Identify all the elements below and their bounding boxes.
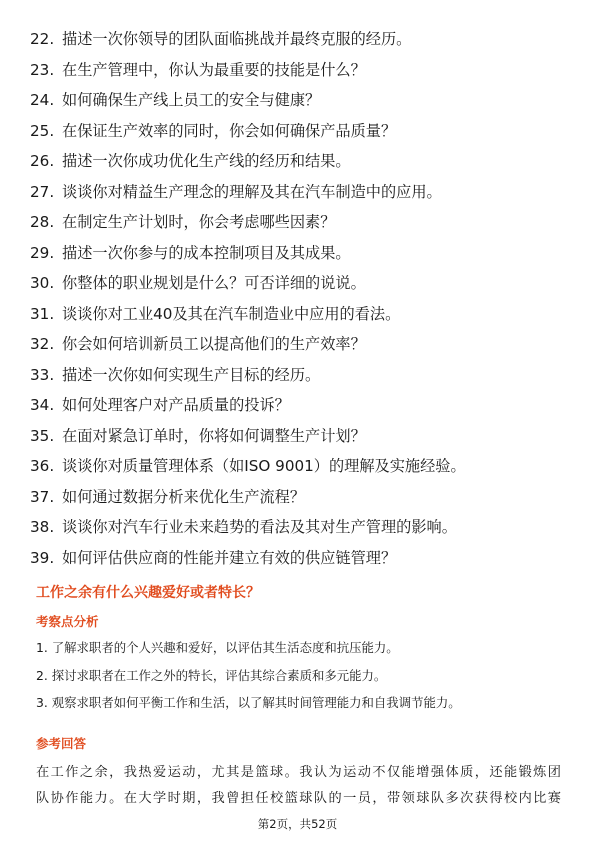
question-item xyxy=(30,57,570,88)
question-item xyxy=(30,240,570,271)
question-text: 如何确保生产线上员工的安全与健康？ xyxy=(62,91,321,109)
question-text: 在生产管理中，你认为最重要的技能是什么？ xyxy=(62,60,366,79)
question-item xyxy=(30,148,570,179)
question-text: 描述一次你如何实现生产目标的经历。 xyxy=(62,365,321,384)
analysis-point: 2. 探讨求职者在工作之外的特长，评估其综合素质和多元能力。 xyxy=(36,667,387,683)
question-text: 如何处理客户对产品质量的投诉？ xyxy=(62,396,290,414)
question-item xyxy=(30,362,570,393)
question-item xyxy=(30,392,570,423)
question-number: 37. xyxy=(30,487,55,506)
analysis-points xyxy=(36,638,566,721)
question-text: 如何评估供应商的性能并建立有效的供应链管理？ xyxy=(62,548,397,567)
question-number: 26. xyxy=(30,152,55,170)
question-text: 如何通过数据分析来优化生产流程？ xyxy=(62,487,305,506)
answer-line: 在工作之余，我热爱运动，尤其是篮球。我认为运动不仅能增强体质，还能锻炼团 xyxy=(36,765,561,780)
question-number: 22. xyxy=(30,30,55,48)
question-item xyxy=(30,179,570,210)
question-item xyxy=(30,118,570,149)
question-item xyxy=(30,87,570,118)
question-item xyxy=(30,545,570,576)
question-number: 36. xyxy=(30,457,55,475)
question-number: 27. xyxy=(30,182,55,201)
question-item xyxy=(30,423,570,454)
question-number: 38. xyxy=(30,518,55,536)
question-text: 谈谈你对质量管理体系（如ISO 9001）的理解及实施经验。 xyxy=(62,457,466,475)
question-text: 在制定生产计划时，你会考虑哪些因素？ xyxy=(62,213,336,231)
question-list xyxy=(30,26,570,575)
question-item xyxy=(30,301,570,332)
question-item xyxy=(30,514,570,545)
question-number: 25. xyxy=(30,121,55,140)
question-number: 32. xyxy=(30,335,55,353)
analysis-point: 3. 观察求职者如何平衡工作和生活，以了解其时间管理能力和自我调节能力。 xyxy=(36,695,461,710)
answer-paragraph xyxy=(36,760,561,812)
question-item xyxy=(30,26,570,57)
question-text: 谈谈你对工业40及其在汽车制造业中应用的看法。 xyxy=(62,304,401,323)
question-number: 39. xyxy=(30,548,55,567)
question-number: 30. xyxy=(30,274,55,292)
analysis-heading: 考察点分析 xyxy=(36,614,99,629)
question-item xyxy=(30,453,570,484)
question-text: 描述一次你成功优化生产线的经历和结果。 xyxy=(62,152,351,170)
question-number: 29. xyxy=(30,243,55,262)
question-text: 在保证生产效率的同时，你会如何确保产品质量？ xyxy=(62,121,397,140)
question-number: 35. xyxy=(30,426,55,445)
question-number: 23. xyxy=(30,60,55,79)
question-number: 24. xyxy=(30,91,55,109)
section-heading: 工作之余有什么兴趣爱好或者特长？ xyxy=(36,585,260,601)
question-text: 描述一次你领导的团队面临挑战并最终克服的经历。 xyxy=(62,30,412,48)
question-text: 谈谈你对汽车行业未来趋势的看法及其对生产管理的影响。 xyxy=(62,518,457,536)
question-text: 你整体的职业规划是什么？可否详细的说说。 xyxy=(62,274,366,292)
question-text: 在面对紧急订单时，你将如何调整生产计划？ xyxy=(62,426,366,445)
question-item xyxy=(30,209,570,240)
question-number: 31. xyxy=(30,304,55,323)
question-item xyxy=(30,270,570,301)
question-item xyxy=(30,331,570,362)
question-text: 描述一次你参与的成本控制项目及其成果。 xyxy=(62,243,351,262)
question-number: 33. xyxy=(30,365,55,384)
question-item xyxy=(30,484,570,515)
question-number: 28. xyxy=(30,213,55,231)
answer-line: 队协作能力。在大学时期，我曾担任校篮球队的一员，带领球队多次获得校内比赛 xyxy=(36,791,561,806)
question-text: 你会如何培训新员工以提高他们的生产效率？ xyxy=(62,335,366,353)
analysis-point: 1. 了解求职者的个人兴趣和爱好，以评估其生活态度和抗压能力。 xyxy=(36,640,399,655)
answer-heading: 参考回答 xyxy=(36,736,87,751)
question-number: 34. xyxy=(30,396,55,414)
page-number: 第2页，共52页 xyxy=(257,817,338,831)
question-text: 谈谈你对精益生产理念的理解及其在汽车制造中的应用。 xyxy=(62,182,442,201)
